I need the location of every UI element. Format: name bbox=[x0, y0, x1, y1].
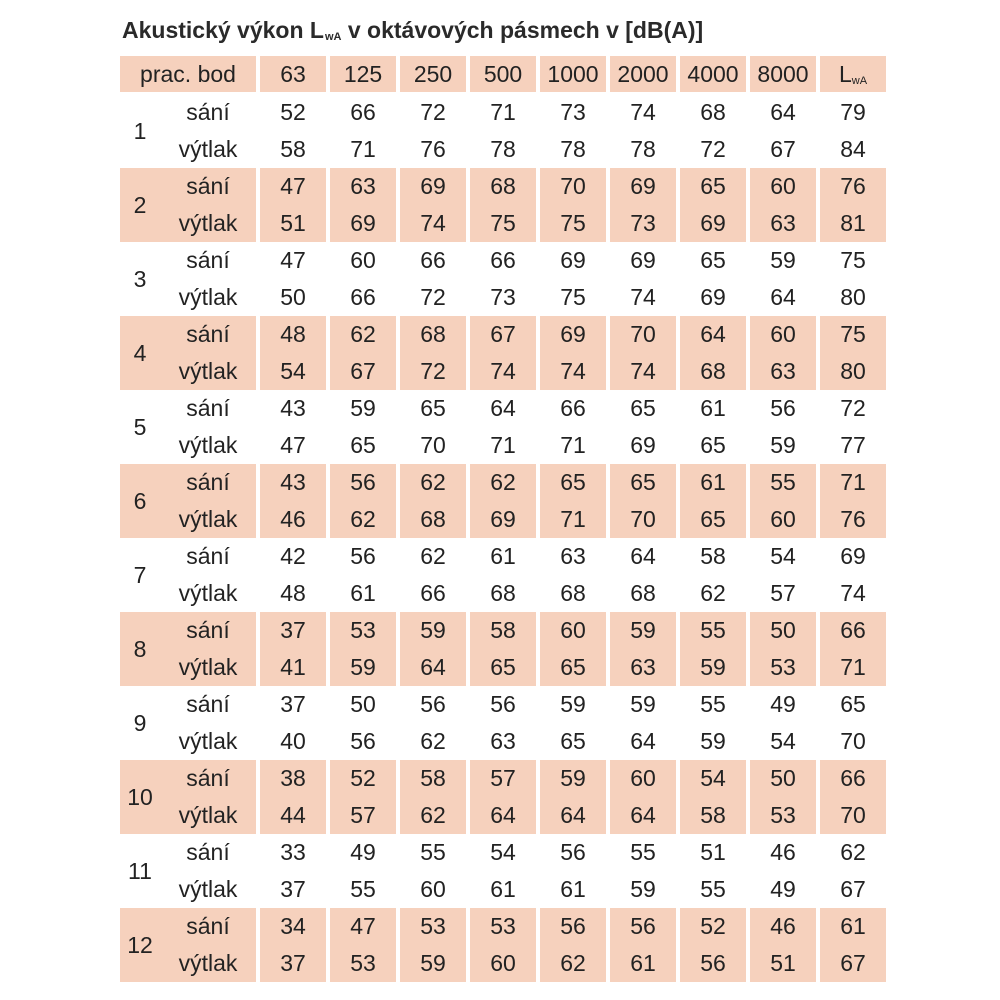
suction-value: 61 bbox=[680, 464, 746, 501]
suction-value: 43 bbox=[260, 464, 326, 501]
suction-value: 47 bbox=[280, 247, 306, 273]
title-rest: v oktávových pásmech v [dB(A)] bbox=[341, 17, 704, 43]
header-band: 250 bbox=[400, 56, 466, 92]
header-band: 1000 bbox=[540, 56, 606, 92]
discharge-value: 67 bbox=[840, 876, 866, 902]
suction-value: 59 bbox=[560, 691, 586, 717]
suction-value: 60 bbox=[540, 612, 606, 649]
discharge-value: 70 bbox=[820, 797, 886, 834]
discharge-value: 54 bbox=[260, 353, 326, 390]
header-total-lwa bbox=[820, 56, 886, 92]
discharge-value: 65 bbox=[350, 432, 376, 458]
discharge-value: 59 bbox=[330, 649, 396, 686]
suction-value: 62 bbox=[330, 316, 396, 353]
operating-point-number: 7 bbox=[133, 561, 147, 588]
suction-value: 63 bbox=[330, 168, 396, 205]
suction-value: 61 bbox=[820, 908, 886, 945]
mode-labels bbox=[160, 908, 256, 982]
suction-value: 53 bbox=[470, 908, 536, 945]
suction-value: 61 bbox=[490, 543, 516, 569]
suction-value: 66 bbox=[490, 247, 516, 273]
suction-value: 70 bbox=[540, 168, 606, 205]
discharge-value: 76 bbox=[420, 136, 446, 162]
discharge-value: 53 bbox=[750, 649, 816, 686]
discharge-value: 46 bbox=[260, 501, 326, 538]
discharge-value: 65 bbox=[560, 728, 586, 754]
discharge-value: 68 bbox=[400, 501, 466, 538]
suction-value: 55 bbox=[700, 691, 726, 717]
discharge-value: 76 bbox=[820, 501, 886, 538]
operating-point-number: 6 bbox=[133, 487, 147, 514]
suction-value: 64 bbox=[770, 99, 796, 125]
discharge-value: 59 bbox=[400, 945, 466, 982]
suction-value: 59 bbox=[540, 760, 606, 797]
header-total-subscript: wA bbox=[851, 75, 868, 87]
discharge-value: 50 bbox=[280, 284, 306, 310]
suction-value: 66 bbox=[560, 395, 586, 421]
suction-value: 59 bbox=[610, 612, 676, 649]
suction-value: 71 bbox=[490, 99, 516, 125]
mode-label-discharge: výtlak bbox=[178, 654, 238, 680]
header-band: 500 bbox=[470, 56, 536, 92]
suction-value: 62 bbox=[840, 839, 866, 865]
discharge-value: 71 bbox=[540, 501, 606, 538]
discharge-value: 70 bbox=[420, 432, 446, 458]
mode-label-discharge: výtlak bbox=[178, 580, 238, 606]
suction-value: 61 bbox=[700, 395, 726, 421]
suction-value: 53 bbox=[330, 612, 396, 649]
discharge-value: 81 bbox=[820, 205, 886, 242]
discharge-value: 59 bbox=[630, 876, 656, 902]
mode-label-discharge: výtlak bbox=[178, 284, 238, 310]
operating-point-cell bbox=[120, 316, 256, 390]
suction-value: 55 bbox=[680, 612, 746, 649]
operating-point-number: 12 bbox=[127, 931, 153, 958]
discharge-value: 64 bbox=[770, 284, 796, 310]
discharge-value: 80 bbox=[840, 284, 866, 310]
discharge-value: 67 bbox=[770, 136, 796, 162]
suction-value: 69 bbox=[630, 247, 656, 273]
discharge-value: 61 bbox=[610, 945, 676, 982]
discharge-value: 41 bbox=[260, 649, 326, 686]
operating-point-cell bbox=[120, 464, 256, 538]
discharge-value: 63 bbox=[610, 649, 676, 686]
suction-value: 52 bbox=[280, 99, 306, 125]
mode-label-suction: sání bbox=[186, 543, 230, 569]
suction-value: 69 bbox=[560, 247, 586, 273]
discharge-value: 61 bbox=[560, 876, 586, 902]
suction-value: 69 bbox=[540, 316, 606, 353]
mode-labels bbox=[160, 168, 256, 242]
mode-label-suction: sání bbox=[186, 469, 230, 495]
suction-value: 65 bbox=[610, 464, 676, 501]
mode-label-discharge: výtlak bbox=[178, 358, 238, 384]
mode-labels bbox=[160, 316, 256, 390]
mode-labels bbox=[160, 834, 256, 908]
mode-label-discharge: výtlak bbox=[178, 728, 238, 754]
suction-value: 47 bbox=[330, 908, 396, 945]
suction-value: 54 bbox=[490, 839, 516, 865]
suction-value: 69 bbox=[610, 168, 676, 205]
discharge-value: 62 bbox=[330, 501, 396, 538]
discharge-value: 71 bbox=[490, 432, 516, 458]
discharge-value: 55 bbox=[350, 876, 376, 902]
discharge-value: 67 bbox=[820, 945, 886, 982]
discharge-value: 64 bbox=[470, 797, 536, 834]
discharge-value: 73 bbox=[490, 284, 516, 310]
operating-point-number: 8 bbox=[133, 635, 147, 662]
discharge-value: 60 bbox=[420, 876, 446, 902]
suction-value: 60 bbox=[350, 247, 376, 273]
header-operating-point: prac. bod bbox=[120, 56, 256, 92]
suction-value: 50 bbox=[750, 760, 816, 797]
mode-labels bbox=[160, 390, 256, 464]
suction-value: 52 bbox=[330, 760, 396, 797]
suction-value: 54 bbox=[680, 760, 746, 797]
discharge-value: 69 bbox=[630, 432, 656, 458]
mode-labels bbox=[160, 760, 256, 834]
suction-value: 50 bbox=[350, 691, 376, 717]
operating-point-number: 5 bbox=[133, 413, 147, 440]
suction-value: 49 bbox=[350, 839, 376, 865]
discharge-value: 74 bbox=[630, 284, 656, 310]
discharge-value: 65 bbox=[680, 501, 746, 538]
operating-point-number: 3 bbox=[133, 265, 147, 292]
discharge-value: 60 bbox=[750, 501, 816, 538]
discharge-value: 78 bbox=[630, 136, 656, 162]
suction-value: 75 bbox=[820, 316, 886, 353]
suction-value: 76 bbox=[820, 168, 886, 205]
suction-value: 58 bbox=[400, 760, 466, 797]
discharge-value: 53 bbox=[330, 945, 396, 982]
mode-label-discharge: výtlak bbox=[178, 506, 238, 532]
operating-point-number: 4 bbox=[133, 339, 147, 366]
suction-value: 55 bbox=[420, 839, 446, 865]
discharge-value: 68 bbox=[680, 353, 746, 390]
suction-value: 72 bbox=[420, 99, 446, 125]
operating-point-cell bbox=[120, 612, 256, 686]
suction-value: 65 bbox=[420, 395, 446, 421]
operating-point-number: 2 bbox=[133, 191, 147, 218]
discharge-value: 66 bbox=[350, 284, 376, 310]
discharge-value: 53 bbox=[750, 797, 816, 834]
discharge-value: 63 bbox=[750, 353, 816, 390]
discharge-value: 55 bbox=[700, 876, 726, 902]
discharge-value: 69 bbox=[330, 205, 396, 242]
operating-point-number: 1 bbox=[133, 117, 147, 144]
discharge-value: 54 bbox=[770, 728, 796, 754]
discharge-value: 75 bbox=[470, 205, 536, 242]
suction-value: 64 bbox=[680, 316, 746, 353]
discharge-value: 64 bbox=[610, 797, 676, 834]
suction-value: 43 bbox=[280, 395, 306, 421]
suction-value: 66 bbox=[820, 612, 886, 649]
discharge-value: 70 bbox=[840, 728, 866, 754]
discharge-value: 78 bbox=[490, 136, 516, 162]
mode-label-discharge: výtlak bbox=[178, 432, 238, 458]
discharge-value: 57 bbox=[770, 580, 796, 606]
mode-labels bbox=[160, 94, 256, 168]
suction-value: 55 bbox=[750, 464, 816, 501]
suction-value: 65 bbox=[840, 691, 866, 717]
discharge-value: 56 bbox=[350, 728, 376, 754]
discharge-value: 63 bbox=[750, 205, 816, 242]
suction-value: 67 bbox=[470, 316, 536, 353]
mode-label-suction: sání bbox=[186, 321, 230, 347]
discharge-value: 74 bbox=[840, 580, 866, 606]
suction-value: 62 bbox=[470, 464, 536, 501]
suction-value: 66 bbox=[820, 760, 886, 797]
discharge-value: 84 bbox=[840, 136, 866, 162]
suction-value: 71 bbox=[820, 464, 886, 501]
discharge-value: 69 bbox=[470, 501, 536, 538]
discharge-value: 71 bbox=[560, 432, 586, 458]
discharge-value: 49 bbox=[770, 876, 796, 902]
suction-value: 64 bbox=[630, 543, 656, 569]
suction-value: 56 bbox=[770, 395, 796, 421]
suction-value: 59 bbox=[350, 395, 376, 421]
discharge-value: 65 bbox=[540, 649, 606, 686]
suction-value: 79 bbox=[840, 99, 866, 125]
mode-label-discharge: výtlak bbox=[178, 136, 238, 162]
suction-value: 69 bbox=[840, 543, 866, 569]
suction-value: 56 bbox=[350, 543, 376, 569]
mode-label-suction: sání bbox=[186, 173, 230, 199]
suction-value: 56 bbox=[540, 908, 606, 945]
suction-value: 46 bbox=[750, 908, 816, 945]
discharge-value: 60 bbox=[470, 945, 536, 982]
discharge-value: 65 bbox=[470, 649, 536, 686]
discharge-value: 62 bbox=[700, 580, 726, 606]
header-band: 125 bbox=[330, 56, 396, 92]
header-band: 2000 bbox=[610, 56, 676, 92]
discharge-value: 67 bbox=[330, 353, 396, 390]
suction-value: 60 bbox=[750, 168, 816, 205]
mode-label-discharge: výtlak bbox=[178, 802, 238, 828]
suction-value: 56 bbox=[560, 839, 586, 865]
discharge-value: 61 bbox=[490, 876, 516, 902]
suction-value: 73 bbox=[560, 99, 586, 125]
discharge-value: 64 bbox=[400, 649, 466, 686]
discharge-value: 64 bbox=[630, 728, 656, 754]
discharge-value: 69 bbox=[700, 284, 726, 310]
operating-point-cell bbox=[120, 908, 256, 982]
suction-value: 42 bbox=[280, 543, 306, 569]
suction-value: 56 bbox=[330, 464, 396, 501]
mode-label-discharge: výtlak bbox=[178, 876, 238, 902]
discharge-value: 75 bbox=[560, 284, 586, 310]
suction-value: 56 bbox=[420, 691, 446, 717]
header-band: 63 bbox=[260, 56, 326, 92]
operating-point-cell bbox=[120, 686, 256, 760]
suction-value: 65 bbox=[680, 168, 746, 205]
suction-value: 52 bbox=[680, 908, 746, 945]
mode-label-discharge: výtlak bbox=[178, 950, 238, 976]
discharge-value: 65 bbox=[700, 432, 726, 458]
discharge-value: 72 bbox=[700, 136, 726, 162]
discharge-value: 44 bbox=[260, 797, 326, 834]
discharge-value: 37 bbox=[260, 945, 326, 982]
discharge-value: 63 bbox=[490, 728, 516, 754]
discharge-value: 70 bbox=[610, 501, 676, 538]
discharge-value: 71 bbox=[350, 136, 376, 162]
suction-value: 59 bbox=[400, 612, 466, 649]
discharge-value: 77 bbox=[840, 432, 866, 458]
mode-label-suction: sání bbox=[186, 839, 230, 865]
suction-value: 49 bbox=[770, 691, 796, 717]
mode-label-suction: sání bbox=[186, 765, 230, 791]
noise-table bbox=[120, 56, 884, 982]
suction-value: 66 bbox=[420, 247, 446, 273]
operating-point-number: 9 bbox=[133, 709, 147, 736]
operating-point-number: 10 bbox=[127, 783, 153, 810]
header-band: 8000 bbox=[750, 56, 816, 92]
header-total-main: L bbox=[838, 61, 852, 87]
discharge-value: 80 bbox=[820, 353, 886, 390]
discharge-value: 72 bbox=[420, 284, 446, 310]
discharge-value: 51 bbox=[750, 945, 816, 982]
suction-value: 54 bbox=[770, 543, 796, 569]
discharge-value: 72 bbox=[400, 353, 466, 390]
suction-value: 69 bbox=[400, 168, 466, 205]
suction-value: 62 bbox=[420, 543, 446, 569]
discharge-value: 64 bbox=[540, 797, 606, 834]
suction-value: 34 bbox=[260, 908, 326, 945]
discharge-value: 78 bbox=[560, 136, 586, 162]
mode-labels bbox=[160, 612, 256, 686]
discharge-value: 51 bbox=[260, 205, 326, 242]
mode-labels bbox=[160, 686, 256, 760]
mode-label-suction: sání bbox=[186, 913, 230, 939]
mode-label-suction: sání bbox=[186, 617, 230, 643]
suction-value: 56 bbox=[490, 691, 516, 717]
discharge-value: 68 bbox=[560, 580, 586, 606]
suction-value: 63 bbox=[560, 543, 586, 569]
discharge-value: 73 bbox=[610, 205, 676, 242]
suction-value: 55 bbox=[630, 839, 656, 865]
mode-label-discharge: výtlak bbox=[178, 210, 238, 236]
suction-value: 58 bbox=[700, 543, 726, 569]
suction-value: 59 bbox=[770, 247, 796, 273]
discharge-value: 40 bbox=[280, 728, 306, 754]
mode-labels bbox=[160, 538, 256, 612]
suction-value: 70 bbox=[610, 316, 676, 353]
suction-value: 60 bbox=[610, 760, 676, 797]
suction-value: 53 bbox=[400, 908, 466, 945]
discharge-value: 74 bbox=[610, 353, 676, 390]
suction-value: 58 bbox=[470, 612, 536, 649]
operating-point-cell bbox=[120, 94, 256, 168]
operating-point-cell bbox=[120, 168, 256, 242]
discharge-value: 61 bbox=[350, 580, 376, 606]
operating-point-cell bbox=[120, 390, 256, 464]
discharge-value: 58 bbox=[680, 797, 746, 834]
suction-value: 50 bbox=[750, 612, 816, 649]
suction-value: 74 bbox=[630, 99, 656, 125]
suction-value: 66 bbox=[350, 99, 376, 125]
suction-value: 37 bbox=[280, 691, 306, 717]
suction-value: 56 bbox=[610, 908, 676, 945]
discharge-value: 59 bbox=[700, 728, 726, 754]
discharge-value: 68 bbox=[490, 580, 516, 606]
discharge-value: 62 bbox=[420, 728, 446, 754]
suction-value: 60 bbox=[750, 316, 816, 353]
discharge-value: 47 bbox=[280, 432, 306, 458]
suction-value: 64 bbox=[490, 395, 516, 421]
table-title bbox=[122, 10, 703, 50]
suction-value: 65 bbox=[700, 247, 726, 273]
discharge-value: 66 bbox=[420, 580, 446, 606]
discharge-value: 74 bbox=[540, 353, 606, 390]
title-main: Akustický výkon L bbox=[122, 17, 324, 43]
mode-label-suction: sání bbox=[186, 99, 230, 125]
suction-value: 65 bbox=[630, 395, 656, 421]
suction-value: 62 bbox=[400, 464, 466, 501]
discharge-value: 74 bbox=[470, 353, 536, 390]
operating-point-cell bbox=[120, 242, 256, 316]
suction-value: 75 bbox=[840, 247, 866, 273]
suction-value: 48 bbox=[260, 316, 326, 353]
header-band: 4000 bbox=[680, 56, 746, 92]
mode-labels bbox=[160, 464, 256, 538]
discharge-value: 48 bbox=[280, 580, 306, 606]
mode-label-suction: sání bbox=[186, 691, 230, 717]
suction-value: 59 bbox=[630, 691, 656, 717]
mode-labels bbox=[160, 242, 256, 316]
suction-value: 37 bbox=[260, 612, 326, 649]
discharge-value: 58 bbox=[280, 136, 306, 162]
suction-value: 33 bbox=[280, 839, 306, 865]
discharge-value: 57 bbox=[330, 797, 396, 834]
mode-label-suction: sání bbox=[186, 247, 230, 273]
suction-value: 38 bbox=[260, 760, 326, 797]
discharge-value: 69 bbox=[680, 205, 746, 242]
suction-value: 68 bbox=[400, 316, 466, 353]
discharge-value: 74 bbox=[400, 205, 466, 242]
operating-point-cell bbox=[120, 538, 256, 612]
discharge-value: 59 bbox=[680, 649, 746, 686]
discharge-value: 56 bbox=[680, 945, 746, 982]
suction-value: 68 bbox=[700, 99, 726, 125]
operating-point-number: 11 bbox=[128, 857, 152, 884]
suction-value: 46 bbox=[770, 839, 796, 865]
suction-value: 68 bbox=[470, 168, 536, 205]
suction-value: 72 bbox=[840, 395, 866, 421]
discharge-value: 62 bbox=[400, 797, 466, 834]
suction-value: 47 bbox=[260, 168, 326, 205]
discharge-value: 75 bbox=[540, 205, 606, 242]
suction-value: 57 bbox=[470, 760, 536, 797]
suction-value: 65 bbox=[540, 464, 606, 501]
operating-point-cell bbox=[120, 834, 256, 908]
operating-point-cell bbox=[120, 760, 256, 834]
suction-value: 51 bbox=[700, 839, 726, 865]
discharge-value: 68 bbox=[630, 580, 656, 606]
discharge-value: 37 bbox=[280, 876, 306, 902]
discharge-value: 71 bbox=[820, 649, 886, 686]
discharge-value: 62 bbox=[540, 945, 606, 982]
mode-label-suction: sání bbox=[186, 395, 230, 421]
title-subscript: wA bbox=[324, 31, 342, 43]
discharge-value: 59 bbox=[770, 432, 796, 458]
